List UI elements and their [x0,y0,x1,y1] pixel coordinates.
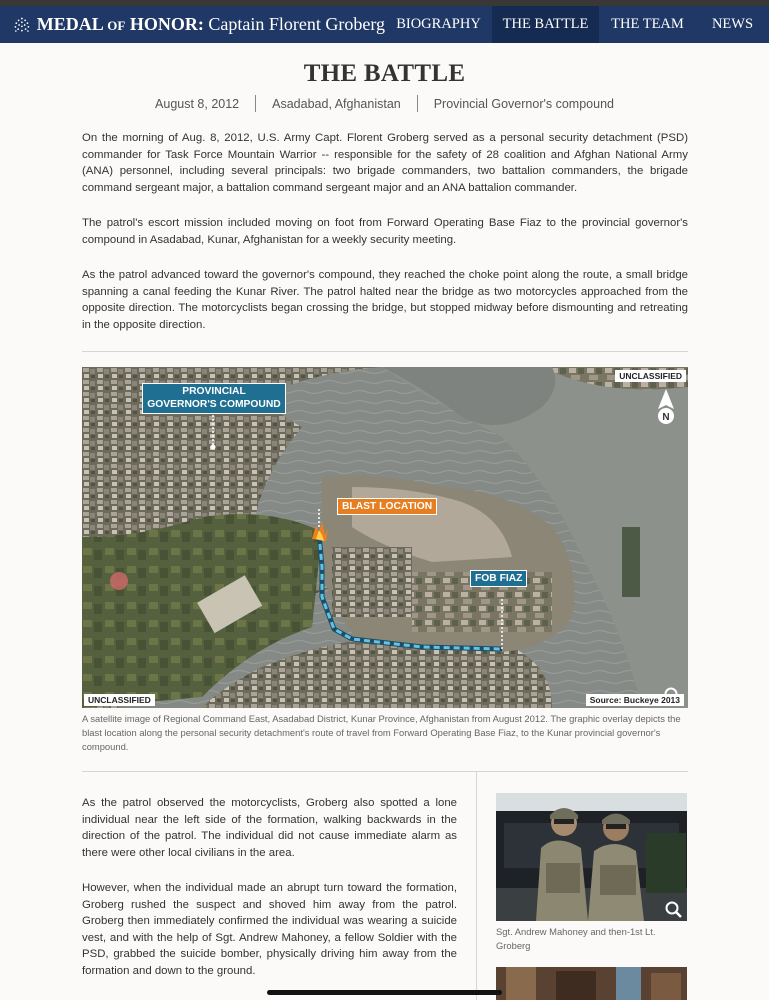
soldiers-photo-image [496,793,687,921]
body-paragraph: As the patrol advanced toward the governor's compound, they reached the choke point along the route, a small bridge spanning a canal feeding the Kunar River. The patrol halted near the bridge as two motorcycles approached from the opposite direction. The motorcyclists began crossing the bridge, but stopped midway before dismounting and retreating in the opposite direction. [82,269,688,331]
satellite-map-graphic [82,367,688,708]
body-paragraph: On the morning of Aug. 8, 2012, U.S. Army Capt. Florent Groberg served as a personal security detachment (PSD) commander for Task Force Mountain Warrior -- responsible for the safety of 28 coalition and Afghan National Army (ANA) personnel, including several principals: two brigade commanders, two battalion commanders, the brigade command sergeant major, a battalion command sergeant major and an ANA battalion commander. [82,132,688,194]
top-navigation [0,6,769,43]
page-title: THE BATTLE [303,60,466,87]
unclassified-label-top: UNCLASSIFIED [615,370,686,382]
soldiers-photo[interactable] [496,793,687,921]
second-photo[interactable] [496,967,687,1000]
meta-location: Provincial Governor's compound [433,96,614,111]
body-paragraph: However, when the individual made an abrupt turn toward the formation, Groberg rushed the suspect and shoved him away from the patrol. Groberg then immediately confirmed the individual was wearing a suicide vest, and with the help of Sgt. Andrew Mahoney, a fellow Soldier with the PSD, grabbed the suicide bomber, physically driving him away from the formation and down to the ground. [82,882,457,977]
section-divider [82,351,688,352]
column-divider [476,771,477,1000]
blast-location-label: BLAST LOCATION [337,498,437,515]
body-paragraph: The patrol's escort mission included moving on foot from Forward Operating Base Fiaz to the provincial governor's compound in Asadabad, Kunar, Afghanistan for a weekly security meeting. [82,217,688,246]
site-brand[interactable] [0,6,385,43]
governor-compound-label: PROVINCIAL GOVERNOR'S COMPOUND [142,383,286,414]
home-indicator[interactable] [267,990,502,995]
meta-date: August 8, 2012 [155,96,240,111]
unclassified-label-bottom: UNCLASSIFIED [84,694,155,706]
satellite-map[interactable] [82,367,688,708]
article-meta [0,95,769,112]
meta-place: Asadabad, Afghanistan [272,96,401,111]
photo-caption: Sgt. Andrew Mahoney and then-1st Lt. Groberg [496,926,656,951]
body-paragraph: As the patrol observed the motorcyclists, Groberg also spotted a lone individual near the left side of the formation, walking backwards in the direction of the patrol. The individual did not cause immediate alarm as there were other local civilians in the area. [82,797,457,859]
nav-the-battle[interactable]: THE BATTLE [492,6,599,43]
nav-news[interactable]: NEWS [711,16,754,32]
nav-biography[interactable]: BIOGRAPHY [396,16,481,32]
second-photo-image [496,967,687,1000]
nav-the-team[interactable]: THE TEAM [611,16,684,32]
fob-fiaz-label: FOB FIAZ [470,570,527,587]
section-divider [82,771,688,772]
svg-text:N: N [662,412,670,423]
brand-title: MEDAL OF HONOR: Captain Florent Groberg [36,14,385,34]
stars-logo-icon [14,8,30,42]
map-caption: A satellite image of Regional Command East, Asadabad District, Kunar Province, Afghanistan from August 2012. The graphic overlay depicts the blast location along the personal security detachment's route of travel from Forward Operating Base Fiaz, to the Kunar provincial governor's compound. [82,713,681,752]
map-source-label: Source: Buckeye 2013 [586,694,684,706]
